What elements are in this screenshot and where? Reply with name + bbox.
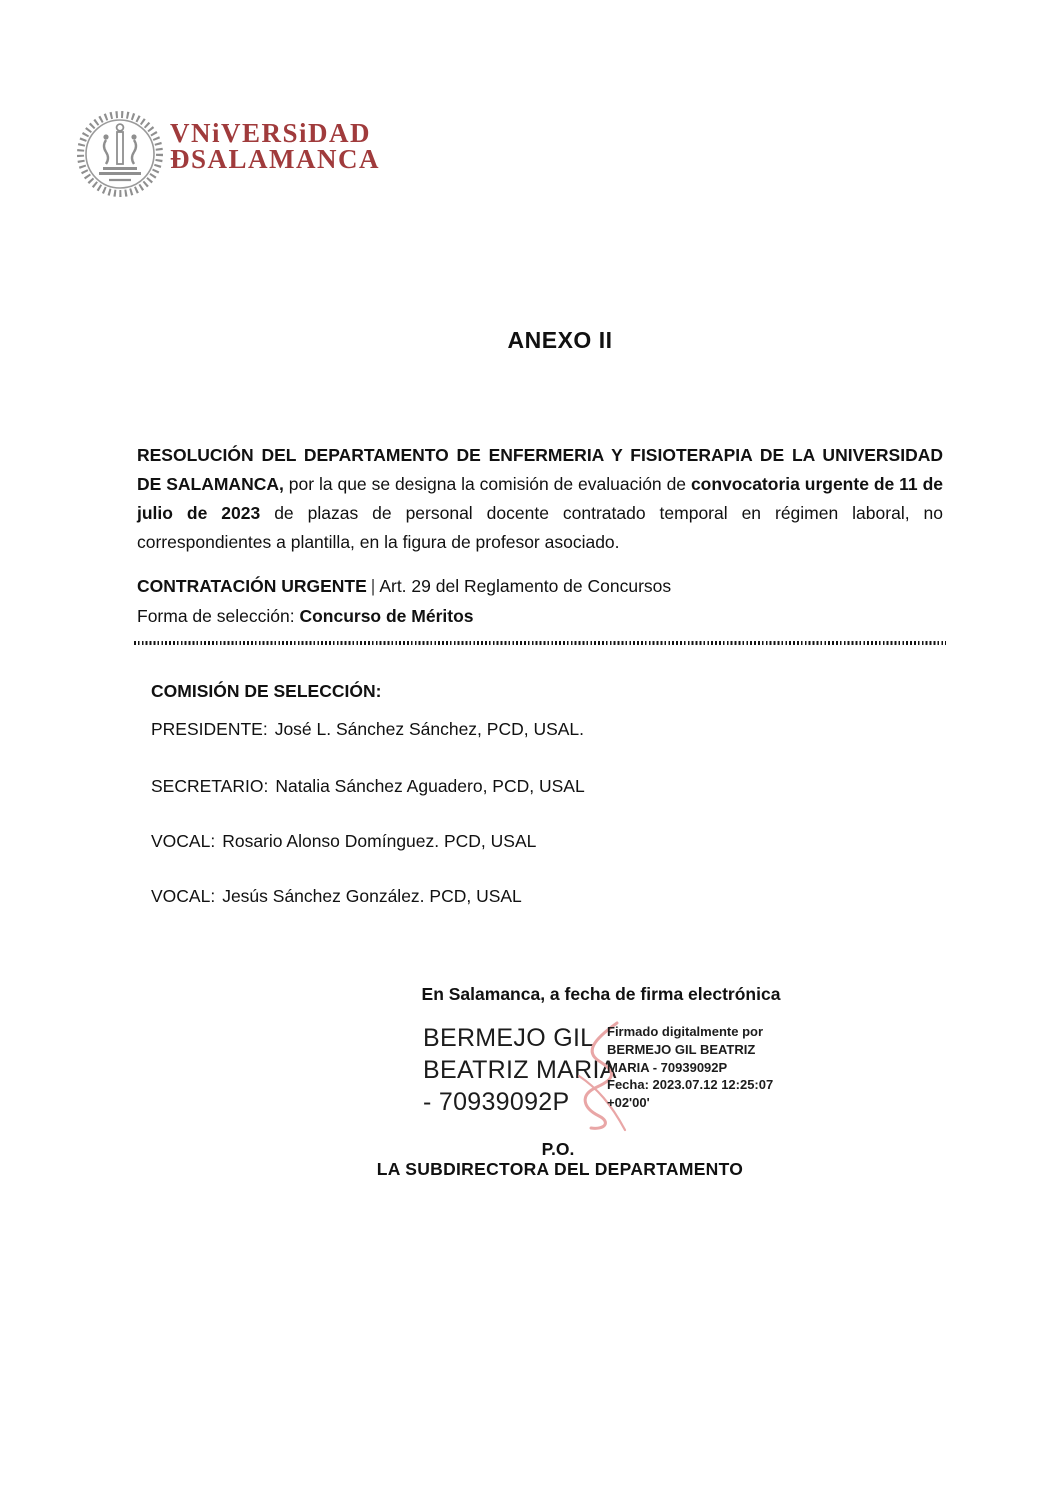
signature-detail-line: BERMEJO GIL BEATRIZ xyxy=(607,1041,756,1057)
member-name: Rosario Alonso Domínguez. PCD, USAL xyxy=(222,831,537,851)
selection-method: Concurso de Méritos xyxy=(299,606,474,626)
pipe-separator: | xyxy=(370,576,376,596)
signature-detail-line: MARIA - 70939092P xyxy=(607,1059,728,1075)
resolution-paragraph xyxy=(137,441,943,557)
digital-signature-details xyxy=(607,1023,773,1112)
signature-place-line: En Salamanca, a fecha de firma electrónica xyxy=(421,984,781,1004)
university-wordmark xyxy=(170,120,380,172)
signer-name-line: - 70939092P xyxy=(423,1088,570,1116)
member-role: SECRETARIO: xyxy=(151,776,269,796)
member-role: PRESIDENTE: xyxy=(151,719,268,739)
selection-line xyxy=(137,601,671,631)
paragraph-segment: RESOLUCIÓN DEL DEPARTAMENTO DE ENFERMERIA Y FISIOTERAPIA DE LA UNIVERSIDAD DE SALAMANCA, xyxy=(137,444,943,494)
member-name: Jesús Sánchez González. PCD, USAL xyxy=(222,886,522,906)
paragraph-segment: de plazas de personal docente contratado temporal en régimen laboral, no correspondientes a plantilla, en la figura de profesor asociado. xyxy=(137,502,943,552)
signer-name-line: BEATRIZ MARIA xyxy=(423,1056,617,1084)
committee-heading: COMISIÓN DE SELECCIÓN: xyxy=(151,681,382,701)
signer-role-line: LA SUBDIRECTORA DEL DEPARTAMENTO xyxy=(376,1159,744,1179)
dotted-divider xyxy=(134,641,946,645)
member-role: VOCAL: xyxy=(151,886,216,906)
contract-regulation: Art. 29 del Reglamento de Concursos xyxy=(379,576,672,596)
committee-member-row xyxy=(151,776,585,797)
signature-detail-line: Fecha: 2023.07.12 12:25:07 xyxy=(607,1077,774,1093)
committee-member-row xyxy=(151,831,536,852)
signer-name-line: BERMEJO GIL xyxy=(423,1024,595,1052)
university-seal-icon xyxy=(76,110,164,198)
signature-detail-line: Firmado digitalmente por xyxy=(607,1024,764,1039)
committee-member-row xyxy=(151,886,522,907)
paragraph-segment: convocatoria urgente de 11 de julio de 2023 xyxy=(137,473,943,523)
selection-label: Forma de selección: xyxy=(137,606,300,626)
committee-member-row xyxy=(151,719,584,740)
contract-type-label: CONTRATACIÓN URGENTE xyxy=(137,576,367,596)
contract-info xyxy=(137,571,671,631)
contract-line xyxy=(137,571,671,601)
member-name: José L. Sánchez Sánchez, PCD, USAL. xyxy=(274,719,585,739)
member-role: VOCAL: xyxy=(151,831,216,851)
page-title: ANEXO II xyxy=(507,327,613,353)
paragraph-segment: por la que se designa la comisión de evaluación de xyxy=(283,473,691,494)
wordmark-line-1: VNiVERSiDAD xyxy=(170,118,372,148)
signature-detail-line: +02'00' xyxy=(607,1095,650,1111)
member-name: Natalia Sánchez Aguadero, PCD, USAL xyxy=(275,776,585,796)
wordmark-line-2: ÐSALAMANCA xyxy=(170,144,380,174)
po-line: P.O. xyxy=(541,1139,575,1159)
